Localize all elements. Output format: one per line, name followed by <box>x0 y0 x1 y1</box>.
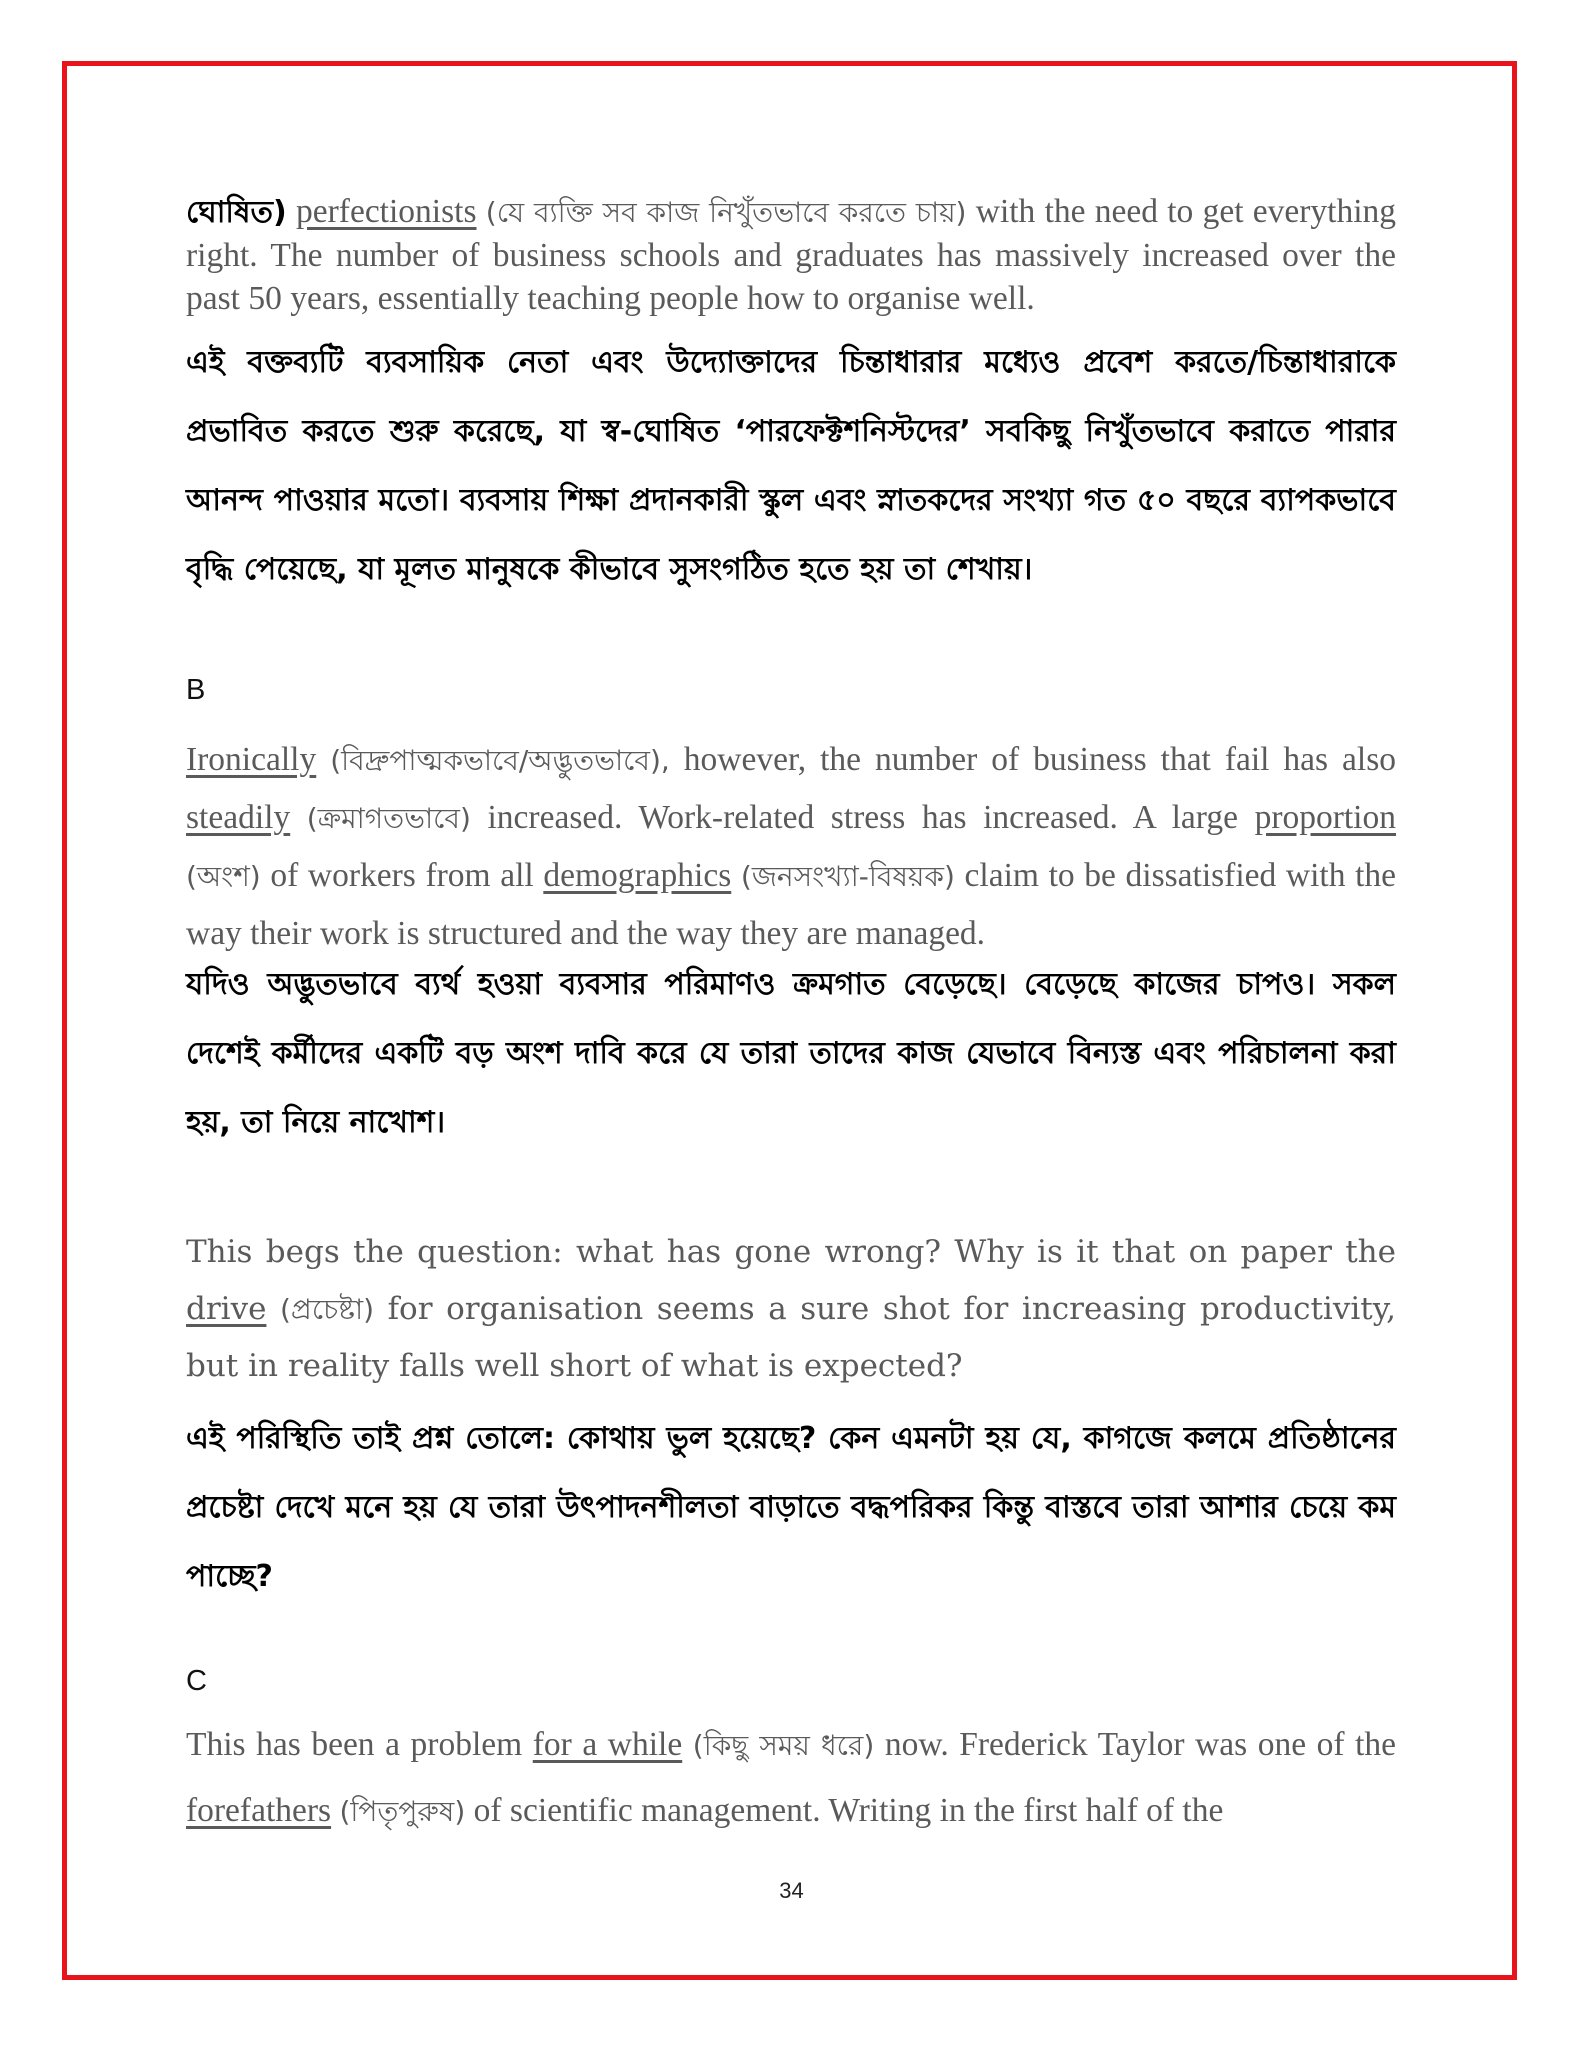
english-text: of workers from all <box>270 857 534 894</box>
vocab-gloss: (যে ব্যক্তি সব কাজ নিখুঁতভাবে করতে চায়) <box>485 196 967 229</box>
vocab-gloss: (কিছু সময় ধরে) <box>692 1729 875 1762</box>
vocab-word: demographics <box>543 857 732 894</box>
paragraph-b-bengali: যদিও অদ্ভুতভাবে ব্যর্থ হওয়া ব্যবসার পরিমাণও ক্রমগাত বেড়েছে। বেড়েছে কাজের চাপও। সকল দেশেই কর্মীদের একটি বড় অংশ দাবি করে যে তারা তাদের কাজ যেভাবে বিন্যস্ত এবং পরিচালনা করা হয়, তা নিয়ে নাখোশ। <box>186 967 1396 1140</box>
vocab-word: drive <box>186 1291 267 1327</box>
paragraph-c-english <box>186 1712 1396 1844</box>
vocab-gloss: (ক্রমাগতভাবে) <box>306 802 471 835</box>
vocab-gloss: (প্রচেষ্টা) <box>280 1293 375 1326</box>
english-text: This begs the question: what has gone wrong? Why is it that on paper the <box>186 1234 1396 1270</box>
english-text: for organisation seems a sure shot for increasing productivity, but in reality falls well short of what is expected? <box>186 1291 1396 1384</box>
vocab-word: steadily <box>186 799 291 836</box>
paragraph-question-english <box>186 1224 1396 1395</box>
page-number: 34 <box>779 1878 804 1903</box>
bengali-fragment: ঘোষিত) <box>186 195 287 230</box>
paragraph-b-english <box>186 731 1396 962</box>
vocab-gloss: (বিদ্রুপাত্মকভাবে/অদ্ভুতভাবে), <box>330 744 670 777</box>
vocab-gloss: (জনসংখ্যা-বিষয়ক) <box>740 860 955 893</box>
english-text: increased. Work-related stress has increased. A large <box>487 799 1238 836</box>
english-text: claim to be dissatisfied with the way their work is structured and the way they are managed. <box>186 857 1397 952</box>
vocab-gloss: (অংশ) <box>186 860 261 893</box>
vocab-word: proportion <box>1254 799 1396 836</box>
section-heading-b: B <box>186 674 206 706</box>
vocab-word: Ironically <box>186 741 317 778</box>
vocab-word: for a while <box>532 1726 683 1763</box>
english-text: with the need to get everything right. The number of business schools and graduates has massively increased over the past 50 years, essentially teaching people how to organise well. <box>186 193 1397 317</box>
vocab-word: perfectionists <box>296 193 477 230</box>
english-text: however, the number of business that fail has also <box>683 741 1397 778</box>
vocab-gloss: (পিতৃপুরুষ) <box>339 1795 466 1828</box>
english-text: now. Frederick Taylor was one of the <box>884 1726 1397 1763</box>
section-heading-c: C <box>186 1665 207 1697</box>
paragraph-a-bengali: এই বক্তব্যটি ব্যবসায়িক নেতা এবং উদ্যোক্তাদের চিন্তাধারার মধ্যেও প্রবেশ করতে/চিন্তাধারাকে প্রভাবিত করতে শুরু করেছে, যা স্ব-ঘোষিত ‘পারফেক্টশনিস্টদের’ সবকিছু নিখুঁতভাবে করাতে পারার আনন্দ পাওয়ার মতো। ব্যবসায় শিক্ষা প্রদানকারী স্কুল এবং স্নাতকদের সংখ্যা গত ৫০ বছরে ব্যাপকভাবে বৃদ্ধি পেয়েছে, যা মূলত মানুষকে কীভাবে সুসংগঠিত হতে হয় তা শেখায়। <box>186 345 1396 587</box>
english-text: This has been a problem <box>186 1726 523 1763</box>
english-text: of scientific management. Writing in the first half of the <box>473 1792 1224 1829</box>
paragraph-question-bengali: এই পরিস্থিতি তাই প্রশ্ন তোলে: কোথায় ভুল হয়েছে? কেন এমনটা হয় যে, কাগজে কলমে প্রতিষ্ঠানের প্রচেষ্টা দেখে মনে হয় যে তারা উৎপাদনশীলতা বাড়াতে বদ্ধপরিকর কিন্তু বাস্তবে তারা আশার চেয়ে কম পাচ্ছে? <box>186 1421 1396 1594</box>
vocab-word: forefathers <box>186 1792 332 1829</box>
paragraph-a-english <box>186 190 1396 320</box>
